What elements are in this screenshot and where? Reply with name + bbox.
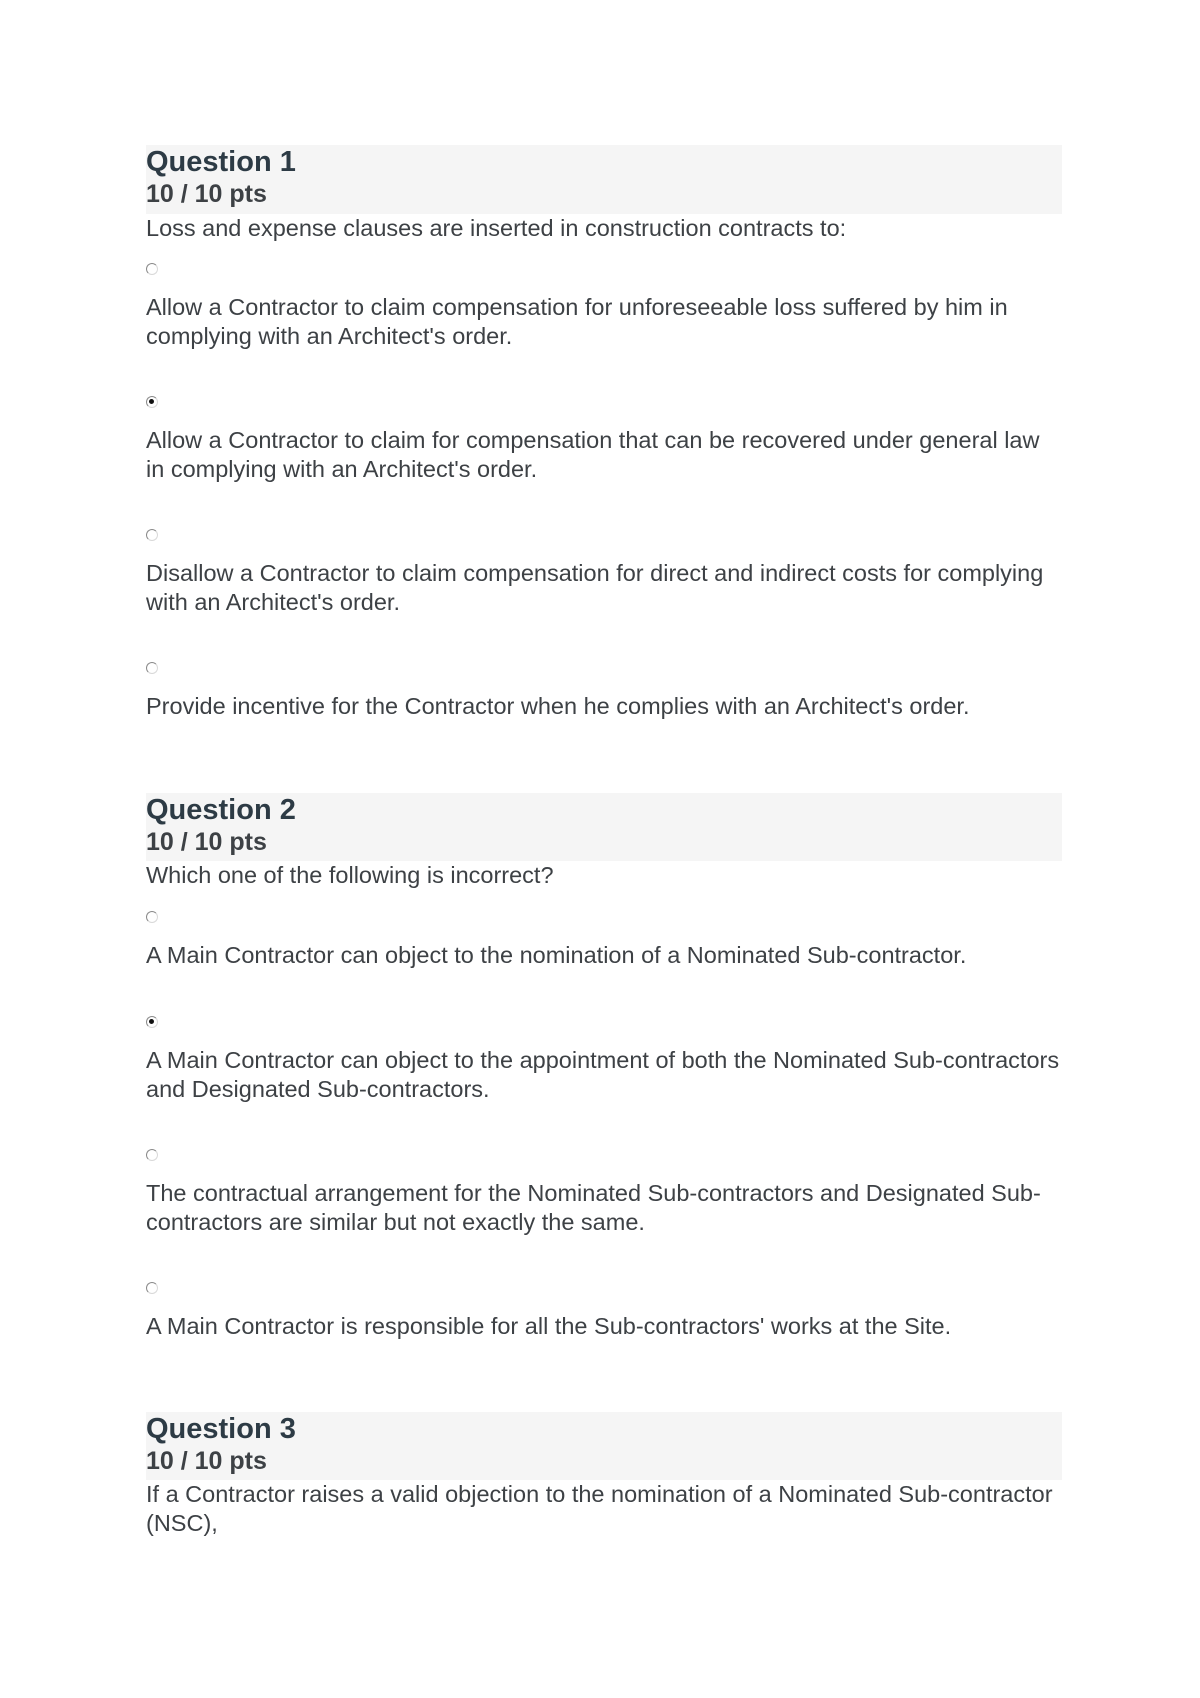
answer-label: The contractual arrangement for the Nominated Sub-contractors and Designated Sub-contractors are similar but not exactly the same. [146,1180,1041,1235]
answer-label: Disallow a Contractor to claim compensation for direct and indirect costs for complying with an Architect's order. [146,560,1044,615]
answer-label: A Main Contractor is responsible for all the Sub-contractors' works at the Site. [146,1313,952,1339]
question-1 [146,145,1062,719]
answer-label: Allow a Contractor to claim for compensation that can be recovered under general law in complying with an Architect's order. [146,427,1040,482]
radio-button[interactable] [146,1282,158,1294]
question-text: Which one of the following is incorrect? [146,862,554,888]
radio-button-selected[interactable] [146,396,158,408]
radio-button-selected[interactable] [146,1016,158,1028]
question-points: 10 / 10 pts [146,828,267,856]
radio-button[interactable] [146,911,158,923]
answer-option[interactable] [146,1149,1062,1237]
question-text: If a Contractor raises a valid objection to the nomination of a Nominated Sub-contractor (NSC), [146,1481,1053,1536]
question-header [146,145,1062,214]
question-title: Question 1 [146,146,296,178]
question-title: Question 3 [146,1413,296,1445]
question-3 [146,1412,1062,1538]
question-header [146,793,1062,861]
answer-label: Allow a Contractor to claim compensation for unforeseeable loss suffered by him in complying with an Architect's order. [146,294,1008,349]
question-header [146,1412,1062,1480]
answer-option[interactable] [146,662,1062,721]
answer-option[interactable] [146,396,1062,484]
radio-button[interactable] [146,662,158,674]
question-2 [146,793,1062,1339]
question-points: 10 / 10 pts [146,180,267,208]
radio-button[interactable] [146,263,158,275]
question-title: Question 2 [146,794,296,826]
answer-option[interactable] [146,529,1062,617]
answer-option[interactable] [146,1282,1062,1341]
radio-button[interactable] [146,1149,158,1161]
answer-label: A Main Contractor can object to the appointment of both the Nominated Sub-contractors and Designated Sub-contractors. [146,1047,1060,1102]
answer-option[interactable] [146,1016,1062,1104]
answer-label: Provide incentive for the Contractor when he complies with an Architect's order. [146,693,970,719]
question-points: 10 / 10 pts [146,1447,267,1475]
answer-option[interactable] [146,911,1062,970]
answer-label: A Main Contractor can object to the nomination of a Nominated Sub-contractor. [146,942,967,968]
question-text: Loss and expense clauses are inserted in construction contracts to: [146,215,847,241]
radio-button[interactable] [146,529,158,541]
answer-option[interactable] [146,263,1062,351]
